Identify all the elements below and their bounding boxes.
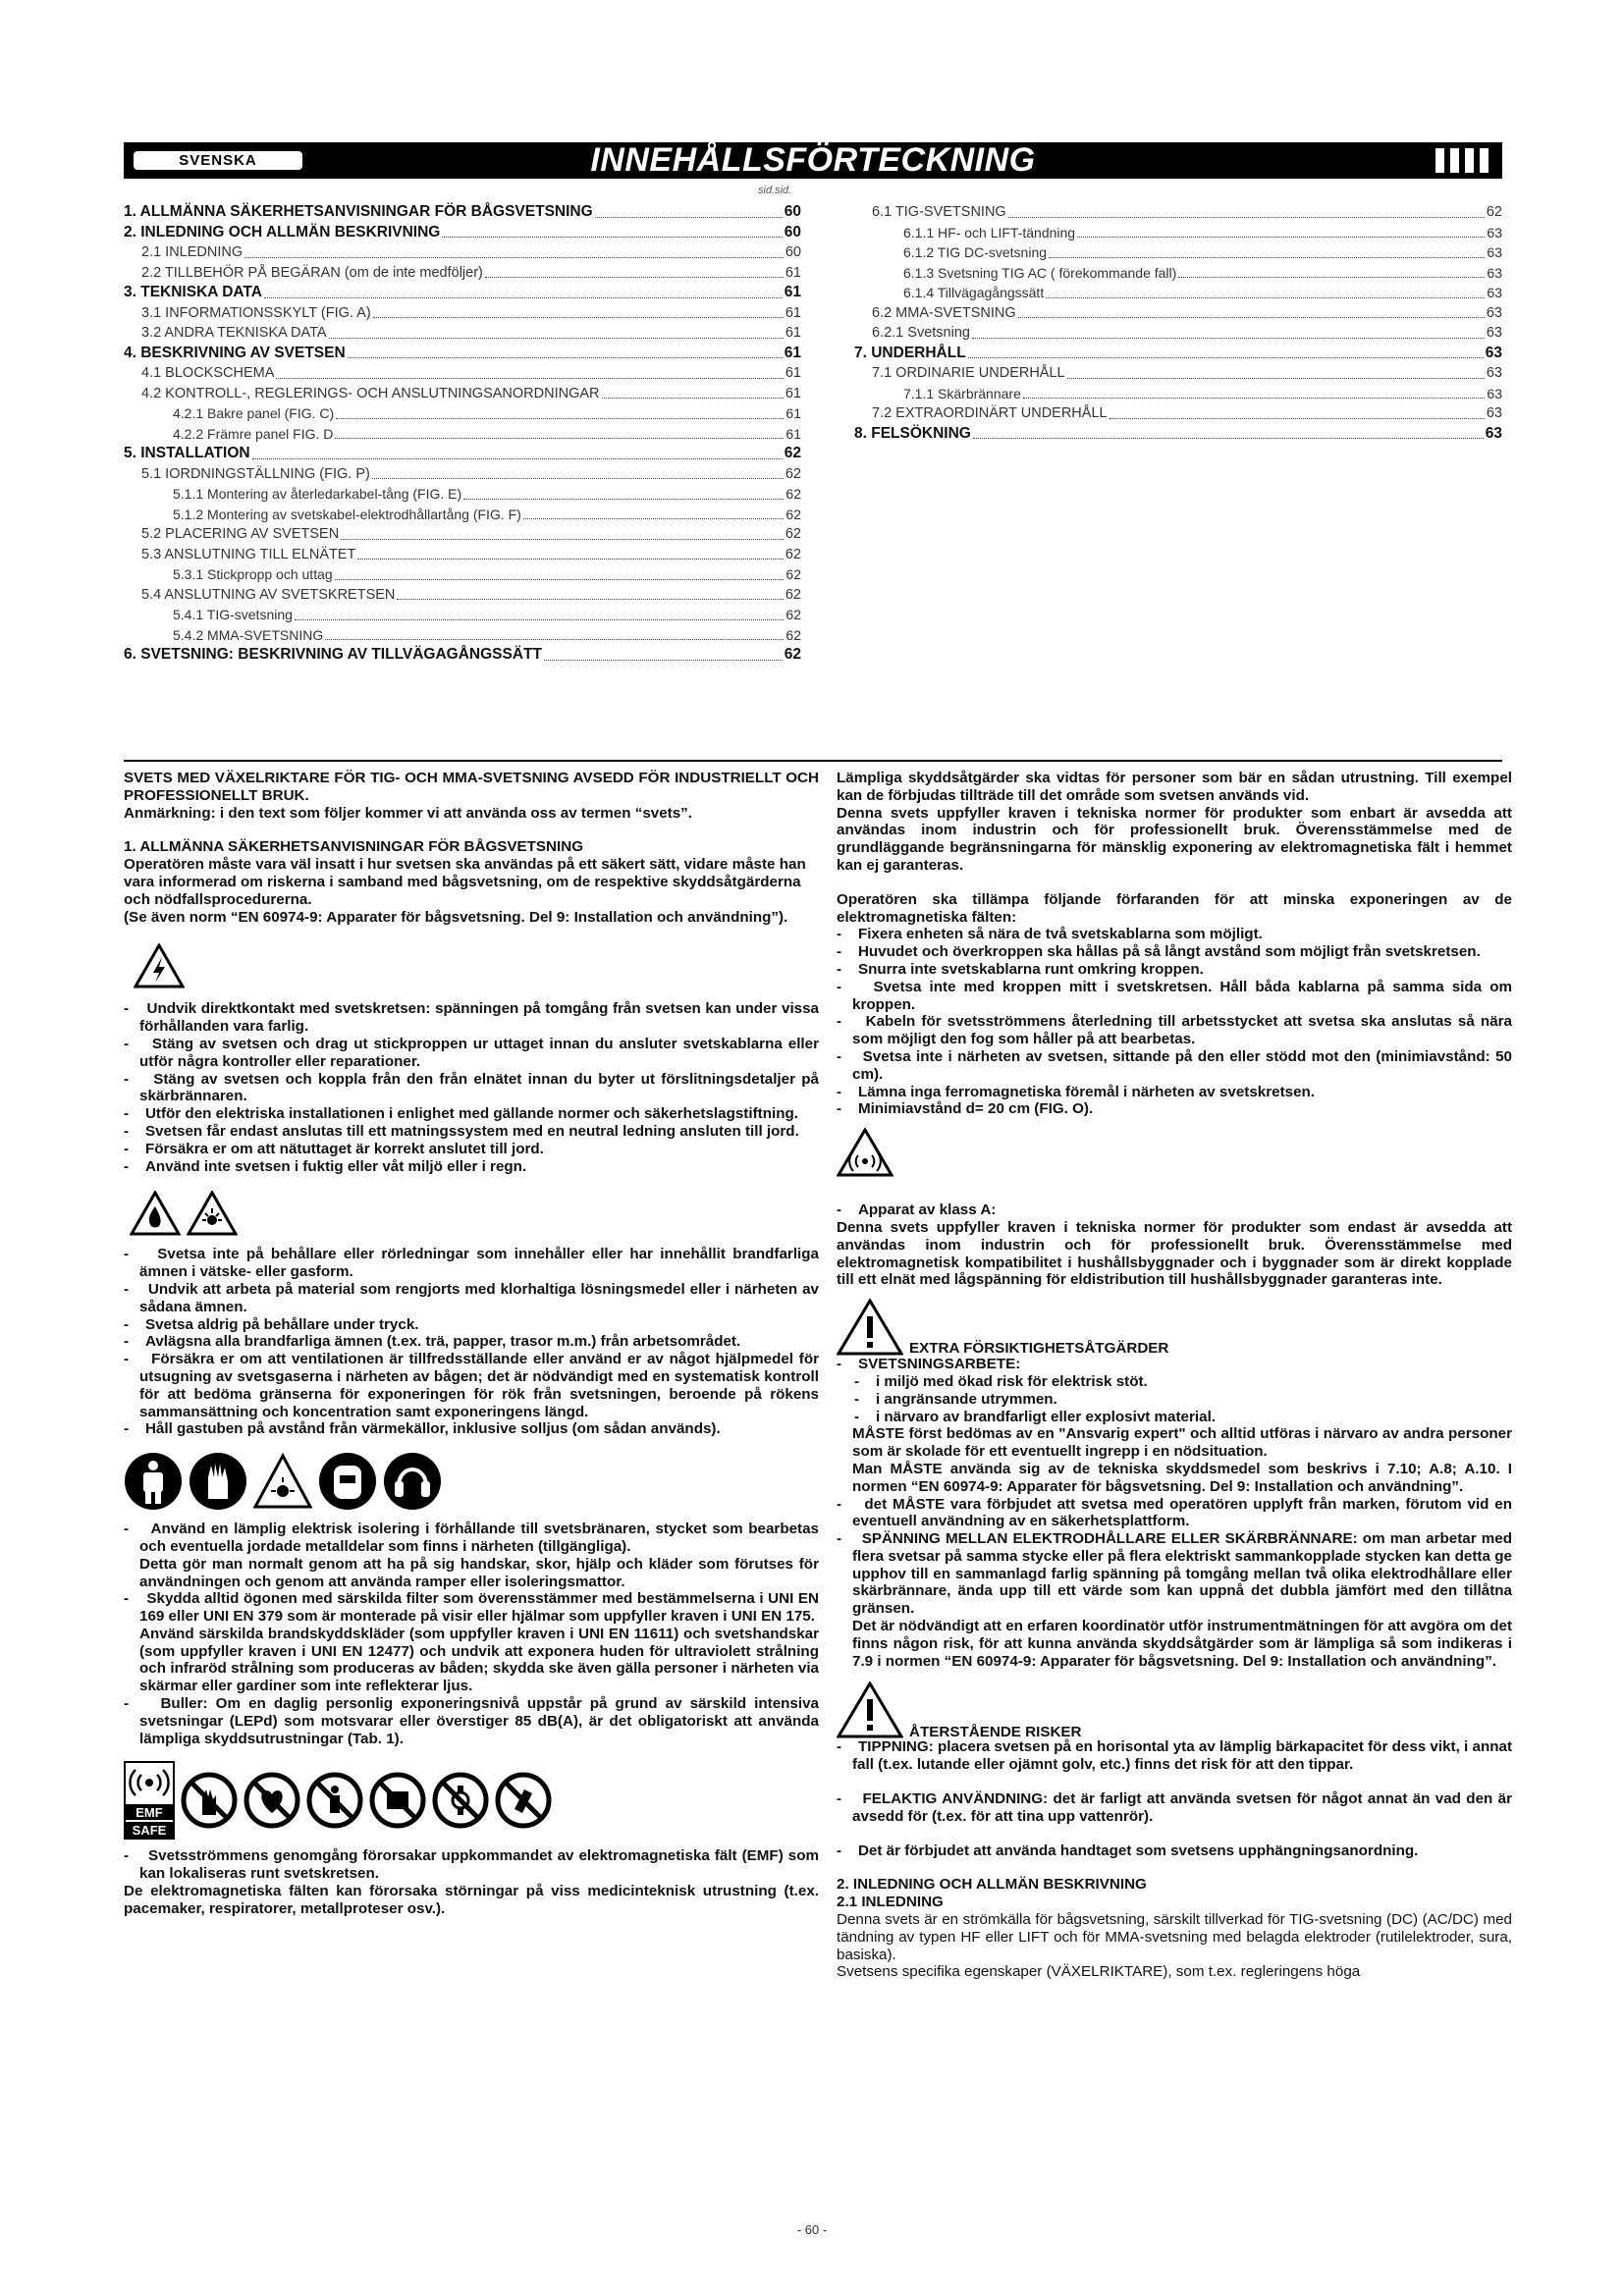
- section-1-norm: (Se även norm “EN 60974-9: Apparater för bågsvetsning. Del 9: Installation och användning”).: [124, 908, 788, 926]
- ppe-paragraph-2: - Skydda alltid ögonen med särskilda filter som överensstämmer med bestämmelserna i UNI EN 169 eller UNI EN 379 som är monterade på visir eller hjälmar som uppfyller kraven i UNI EN 175.: [124, 1590, 819, 1626]
- toc-entry-page: 61: [785, 365, 801, 381]
- toc-entry: [124, 645, 801, 666]
- toc-leader: [463, 484, 784, 500]
- toc-entry-page: 63: [1486, 325, 1502, 341]
- toc-entry-page: 61: [784, 344, 801, 361]
- emf-compliance-paragraph: Denna svets uppfyller kraven i tekniska normer för produkter som enbart är avsedda att användas inom industrin och för professionellt bruk. Överensstämmelse med de grundläggande begränsningarna för mänsklig exponering av elektromagnetiska fält i hemmet kan ej garanteras.: [837, 804, 1512, 874]
- toc-entry-page: 61: [785, 405, 801, 421]
- toc-entry-title: 5.4.1 TIG-svetsning: [173, 607, 293, 622]
- toc-entry: [124, 363, 801, 384]
- toc-entry: [124, 505, 801, 525]
- extra-precautions-text-3: Man MÅSTE använda sig av de tekniska skyddsmedel som beskrivs i 7.10; A.8; A.10. I normen “EN 60974-9: Apparater för bågsvetsning. Del 9: Installation och användning”.: [852, 1460, 1512, 1495]
- toc-entry-title: 5. INSTALLATION: [124, 445, 250, 461]
- toc-entry-title: 2.1 INLEDNING: [141, 244, 244, 260]
- toc-leader: [252, 444, 783, 459]
- toc-entry-page: 62: [785, 526, 801, 542]
- toc-leader: [973, 424, 1484, 440]
- toc-leader: [372, 464, 784, 480]
- section-1-text: Operatören måste vara väl insatt i hur svetsen ska användas på ett säkert sätt, vidare måste han vara informerad om riskerna i samband med bågsvetsning, om de respektive skyddsåtgärderna och nödfallsprocedurerna.: [124, 856, 806, 908]
- toc-entry-title: 5.2 PLACERING AV SVETSEN: [141, 526, 340, 542]
- residual-risk-warning-icon: [837, 1682, 903, 1738]
- toc-leader: [325, 625, 784, 641]
- toc-leader: [329, 323, 784, 339]
- toc-entry-page: 61: [785, 425, 801, 442]
- toc-entry-page: 63: [1487, 285, 1502, 300]
- toc-entry-title: 6.1.3 Svetsning TIG AC ( förekommande fall): [903, 264, 1177, 281]
- toc-entry-page: 63: [1486, 365, 1502, 381]
- toc-entry-page: 63: [1487, 224, 1502, 240]
- emf-procedure-item: - Kabeln för svetsströmmens återledning till arbetsstycket att svetsa ska anslutas så nära som möjligt den fog som håller på att bearbetas.: [837, 1013, 1513, 1048]
- section-2-title: 2. INLEDNING OCH ALLMÄN BESKRIVNING: [837, 1876, 1147, 1894]
- toc-entry-title: 5.4 ANSLUTNING AV SVETSKRETSEN: [141, 586, 396, 603]
- toc-leader: [1049, 242, 1485, 258]
- extra-precautions-subitem: - i miljö med ökad risk för elektrisk stöt.: [854, 1372, 1148, 1390]
- language-label: SVENSKA: [134, 151, 302, 170]
- toc-entry-title: 4.1 BLOCKSCHEMA: [141, 365, 275, 381]
- fire-safety-list: [124, 1246, 819, 1438]
- toc-entry: [124, 223, 801, 243]
- toc-leader: [357, 545, 783, 561]
- toc-entry-page: 61: [785, 325, 801, 341]
- electric-safety-item: - Försäkra er om att nätuttaget är korrekt anslutet till jord.: [124, 1140, 544, 1157]
- toc-leader: [336, 403, 784, 419]
- toc-leader: [442, 223, 782, 239]
- toc-entry-page: 62: [785, 546, 801, 562]
- toc-leader: [335, 424, 784, 440]
- residual-risk-tipping: - TIPPNING: placera svetsen på en horisontal yta av lämplig bärkapacitet för dess vikt, i annat fall (t.ex. lutande eller ojämnt golv, etc.) finns det risk för att den tippar.: [837, 1738, 1513, 1774]
- toc-entry: [124, 585, 801, 606]
- toc-entry-title: 6.2 MMA-SVETSNING: [872, 304, 1016, 321]
- toc-entry: [124, 384, 801, 404]
- toc-entry-page: 61: [785, 264, 801, 281]
- toc-entry: [854, 242, 1502, 263]
- toc-entry-title: 4.2 KONTROLL-, REGLERINGS- OCH ANSLUTNINGSANORDNINGAR: [141, 385, 600, 401]
- section-divider: [124, 760, 1502, 762]
- extra-precautions-text-6: Det är nödvändigt att en erfaren koordinatör utför instrumentmätningen för att avgöra om det finns någon risk, för att kunna använda skyddsåtgärder som är lämpliga så som indikeras i 7.9 i normen “EN 60974-9: Apparater för bågsvetsning. Del 9: Installation och användning”.: [852, 1618, 1512, 1670]
- toc-entry: [124, 444, 801, 464]
- left-text-column: [124, 770, 819, 1918]
- arc-radiation-warning-icon: [253, 1452, 312, 1511]
- emf-procedure-item: - Huvudet och överkroppen ska hållas på så långt avstånd som möjligt från svetskretsen.: [837, 943, 1481, 961]
- toc-entry-title: 4.2.1 Bakre panel (FIG. C): [173, 405, 335, 421]
- toc-entry-title: 2. INLEDNING OCH ALLMÄN BESKRIVNING: [124, 223, 441, 240]
- ppe-paragraph-1: - Använd en lämplig elektrisk isolering i förhållande till svetsbränaren, stycket som bearbetas och eventuella jordade metalldelar som finns i närheten (tillgängliga).: [124, 1521, 820, 1555]
- toc-leader: [348, 344, 783, 359]
- toc-entry-page: 62: [785, 566, 801, 582]
- toc-entry: [854, 202, 1502, 223]
- intro-heading: SVETS MED VÄXELRIKTARE FÖR TIG- OCH MMA-SVETSNING AVSEDD FÖR INDUSTRIELLT OCH PROFESSIONELLT BRUK.: [124, 770, 819, 804]
- explosion-hazard-warning-icon: [187, 1191, 238, 1236]
- fire-hazard-warning-icon: [130, 1191, 181, 1236]
- ppe-paragraph-2b: Använd särskilda brandskyddskläder (som uppfyller kraven i UNI EN 11611) och svetshandskar (som uppfyller kraven i UNI EN 12477) och undvik att exponera huden för ultraviolett strålning och infraröd strålning som produceras av båden; skydda ske även gälla personer i närheten via skärmar eller gardiner som inte reflekterar ljus.: [139, 1625, 819, 1695]
- residual-risks-header: [837, 1682, 1512, 1738]
- toc-entry-title: 5.3 ANSLUTNING TILL ELNÄTET: [141, 546, 356, 562]
- section-2-1-title: 2.1 INLEDNING: [837, 1894, 944, 1911]
- toc-entry-title: 8. FELSÖKNING: [854, 424, 971, 442]
- page-number: - 60 -: [796, 2222, 828, 2237]
- electric-safety-list: [124, 1000, 819, 1175]
- toc-entry: [854, 323, 1502, 344]
- toc-entry: [124, 484, 801, 505]
- toc-entry-title: 3. TEKNISKA DATA: [124, 284, 262, 300]
- emf-paragraph-2: De elektromagnetiska fälten kan förorsaka störningar på viss medicinteknisk utrustning (t.ex. pacemaker, respiratorer, metallproteser osv.).: [124, 1883, 819, 1917]
- toc-entry-page: 63: [1487, 244, 1502, 260]
- toc-entry: [854, 263, 1502, 284]
- no-watch-prohibition-icon: [432, 1772, 489, 1829]
- toc-left-column: [124, 202, 801, 666]
- toc-entry: [854, 303, 1502, 324]
- toc-entry-page: 63: [1485, 424, 1502, 442]
- page-title: INNEHÅLLSFÖRTECKNING: [590, 141, 1036, 179]
- fire-safety-item: - Försäkra er om att ventilationen är tillfredsställande eller använd er av något hjälpmedel för utsugning av svetsgaserna i närheten av bågen; det är nödvändigt med en systematisk kontroll för att bedöma gränserna för exponeringen för rök från svetsningen, beroende på rökens sammansättning och koncentration samt exponeringens längd.: [124, 1351, 820, 1420]
- toc-leader: [397, 585, 783, 601]
- toc-leader: [523, 505, 785, 520]
- fire-safety-item: - Svetsa aldrig på behållare under tryck.: [124, 1315, 419, 1333]
- toc-entry-page: 62: [1486, 204, 1502, 220]
- header-bars-decoration: [1430, 148, 1489, 173]
- emf-procedure-item: - Snurra inte svetskablarna runt omkring kroppen.: [837, 960, 1204, 978]
- toc-entry-title: 7.1.1 Skärbrännare: [903, 385, 1021, 401]
- residual-risk-misuse: - FELAKTIG ANVÄNDNING: det är farligt att använda svetsen för något annat än vad den är avsedd för (t.ex. för att tina upp vattenrör).: [837, 1790, 1512, 1825]
- gloves-icon: [189, 1452, 247, 1511]
- toc-entry-title: 5.1 IORDNINGSTÄLLNING (FIG. P): [141, 465, 370, 482]
- extra-precautions-subitem: - i angränsande utrymmen.: [854, 1390, 1057, 1408]
- toc-leader: [972, 323, 1485, 339]
- toc-entry-page: 62: [785, 486, 801, 502]
- emf-procedure-item: - Lämna inga ferromagnetiska föremål i närheten av svetskretsen.: [837, 1083, 1316, 1100]
- toc-entry: [124, 545, 801, 565]
- toc-entry-page: 62: [785, 465, 801, 482]
- extra-precautions-item-5: - SPÄNNING MELLAN ELEKTRODHÅLLARE ELLER SKÄRBRÄNNARE: om man arbetar med flera svetsar på samma stycke eller på flera elektriskt sammankopplade stycken kan detta ge upphov till en sammanlagd farlig spänning på tomgång mellan två olika elektrodhållare eller skärbrännare, ända upp till ett värde som kan uppnå det dubbla jämfört med den tillåtna gränsen.: [837, 1530, 1513, 1618]
- right-text-column: [837, 770, 1512, 1981]
- toc-entry-title: 7. UNDERHÅLL: [854, 344, 966, 361]
- toc-leader: [1046, 283, 1485, 298]
- toc-entry: [124, 564, 801, 585]
- toc-entry-page: 63: [1487, 264, 1502, 281]
- emf-badge-text: EMF: [135, 1805, 163, 1821]
- toc-entry-page: 60: [784, 203, 801, 220]
- extra-precautions-text-2: MÅSTE först bedömas av en "Ansvarig expert" och alltid utföras i närvaro av andra personer som är skolade för ett eventuellt ingrepp i en nödsituation.: [852, 1425, 1512, 1461]
- toc-leader: [1008, 202, 1485, 218]
- toc-entry-page: 62: [784, 445, 801, 461]
- extra-precautions-subitem: - i närvaro av brandfarligt eller explosivt material.: [854, 1408, 1217, 1425]
- toc-entry-page: 62: [785, 626, 801, 643]
- fire-safety-item: - Avlägsna alla brandfarliga ämnen (t.ex. trä, papper, trasor m.m.) från arbetsområdet.: [124, 1333, 741, 1351]
- toc-entry: [124, 625, 801, 646]
- extra-precautions-header: [837, 1299, 1512, 1356]
- emf-procedure-item: - Minimiavstånd d= 20 cm (FIG. O).: [837, 1100, 1094, 1118]
- electric-safety-item: - Undvik direktkontakt med svetskretsen: spänningen på tomgång från svetsen kan under vissa förhållanden vara farlig.: [124, 1000, 819, 1036]
- toc-entry: [854, 424, 1502, 445]
- toc-leader: [1023, 384, 1486, 400]
- toc-leader: [264, 283, 783, 298]
- toc-entry-page: 63: [1487, 385, 1502, 401]
- page-column-label: sid.sid.: [758, 185, 792, 196]
- toc-entry: [124, 242, 801, 263]
- toc-leader: [335, 564, 785, 580]
- toc-entry-title: 5.1.2 Montering av svetskabel-elektrodhållartång (FIG. F): [173, 506, 521, 522]
- toc-leader: [544, 645, 783, 661]
- toc-entry-page: 63: [1486, 405, 1502, 421]
- electric-safety-item: - Använd inte svetsen i fuktig eller våt miljö eller i regn.: [124, 1157, 527, 1175]
- toc-right-column: [854, 202, 1502, 444]
- toc-leader: [1178, 263, 1485, 279]
- toc-leader: [968, 344, 1484, 359]
- fire-safety-item: - Undvik att arbeta på material som rengjorts med klorhaltiga lösningsmedel eller i närheten av sådana ämnen.: [124, 1280, 820, 1315]
- section-2-1-text-continued: Svetsens specifika egenskaper (VÄXELRIKTARE), som t.ex. regleringens höga: [837, 1963, 1361, 1981]
- section-2-1-text: Denna svets är en strömkälla för bågsvetsning, särskilt tillverkad för TIG-svetsning (DC) (AC/DC) med tändning av typen HF eller LIFT och för MMA-svetsning med belagda elektroder (rutilelektroder, sura, basiska).: [837, 1911, 1512, 1963]
- toc-entry: [124, 283, 801, 303]
- toc-leader: [1110, 403, 1485, 419]
- toc-entry-page: 60: [785, 244, 801, 260]
- electromagnetic-field-warning-icon: [837, 1128, 893, 1177]
- toc-leader: [341, 524, 784, 540]
- residual-risks-title: ÅTERSTÅENDE RISKER: [909, 1723, 1082, 1740]
- emf-paragraph-1: - Svetsströmmens genomgång förorsakar uppkommandet av elektromagnetiska fält (EMF) som kan lokaliseras runt svetskretsen.: [124, 1847, 819, 1883]
- toc-entry: [124, 403, 801, 424]
- toc-entry-title: 4.2.2 Främre panel FIG. D: [173, 425, 334, 442]
- toc-entry: [124, 524, 801, 545]
- toc-entry: [854, 403, 1502, 424]
- toc-entry: [124, 424, 801, 445]
- toc-entry-title: 6.1 TIG-SVETSNING: [872, 204, 1006, 220]
- toc-entry: [124, 464, 801, 485]
- toc-leader: [602, 384, 784, 400]
- safe-badge-text: SAFE: [132, 1823, 167, 1839]
- toc-entry-page: 62: [785, 586, 801, 603]
- toc-entry-page: 61: [785, 385, 801, 401]
- toc-entry-page: 61: [784, 284, 801, 300]
- emf-icon-row: [124, 1761, 819, 1840]
- no-metal-objects-prohibition-icon: [495, 1772, 552, 1829]
- emf-measures-paragraph: Lämpliga skyddsåtgärder ska vidtas för personer som bär en sådan utrustning. Till exempel kan de förbjudas tillträde till det område som svetsen används vid.: [837, 770, 1512, 804]
- residual-risk-handle: - Det är förbjudet att använda handtaget som svetsens upphängningsanordning.: [837, 1842, 1419, 1859]
- emf-procedure-item: - Svetsa inte i närheten av svetsen, sittande på den eller stödd mot den (minimiavstånd: 50 cm).: [837, 1047, 1513, 1083]
- welding-mask-icon: [318, 1452, 377, 1511]
- emf-procedures-list: [837, 926, 1512, 1118]
- ppe-paragraph-3: - Buller: Om en daglig personlig exponeringsnivå uppstår på grund av särskild intensiva svetsningar (LEPd) som motsvarar eller överstiger 85 dB(A), är det obligatoriskt att använda lämpliga skyddsutrustningar (Tab. 1).: [124, 1695, 819, 1747]
- class-a-text: Denna svets uppfyller kraven i tekniska normer för produkter som endast är avsedda att användas inom industrin och för professionellt bruk. Överensstämmelse med elektromagnetisk kompatibilitet i hushållsbyggnader och i byggnader som är direkt kopplade till ett elnät med lågspänning för eldistribution till hushållsbyggnader garanteras inte.: [837, 1218, 1512, 1289]
- toc-leader: [1077, 223, 1485, 239]
- electric-safety-item: - Stäng av svetsen och koppla från den från elnätet innan du byter ut förslitningsdetaljer på skärbrännaren.: [124, 1070, 819, 1105]
- electric-safety-item: - Stäng av svetsen och drag ut stickproppen ur uttaget innan du ansluter svetskablarna eller utför några kontroller eller reparationer.: [124, 1035, 820, 1070]
- no-metal-implant-prohibition-icon: [306, 1772, 363, 1829]
- toc-entry-title: 1. ALLMÄNNA SÄKERHETSANVISNINGAR FÖR BÅGSVETSNING: [124, 203, 593, 220]
- toc-entry-title: 6.1.1 HF- och LIFT-tändning: [903, 224, 1076, 240]
- toc-entry-title: 6. SVETSNING: BESKRIVNING AV TILLVÄGAGÅNGSSÄTT: [124, 646, 542, 663]
- toc-entry-title: 6.2.1 Svetsning: [872, 325, 970, 341]
- toc-entry-page: 60: [784, 223, 801, 240]
- protective-clothing-icon: [124, 1452, 183, 1511]
- no-touch-prohibition-icon: [181, 1772, 238, 1829]
- toc-leader: [485, 263, 784, 279]
- toc-leader: [295, 605, 785, 620]
- toc-leader: [1018, 303, 1485, 319]
- toc-entry-title: 4. BESKRIVNING AV SVETSEN: [124, 344, 346, 361]
- fire-safety-item: - Svetsa inte på behållare eller rörledningar som innehåller eller har innehållit brandfarliga ämnen i vätske- eller gasform.: [124, 1246, 819, 1281]
- extra-precautions-item-4: - det MÅSTE vara förbjudet att svetsa med operatören upplyft från marken, förutom vid en eventuell användning av en säkerhetsplattform.: [837, 1495, 1512, 1530]
- toc-entry: [124, 303, 801, 324]
- emf-safe-badge-icon: [124, 1761, 175, 1840]
- ear-protection-icon: [383, 1452, 442, 1511]
- toc-entry: [854, 384, 1502, 404]
- toc-entry: [124, 344, 801, 364]
- emf-procedure-item: - Fixera enheten så nära de två svetskablarna som möjligt.: [837, 926, 1263, 943]
- title-bar: [124, 142, 1502, 179]
- toc-leader: [373, 303, 784, 319]
- toc-entry: [124, 263, 801, 284]
- no-pacemaker-prohibition-icon: [244, 1772, 300, 1829]
- toc-entry-page: 63: [1486, 304, 1502, 321]
- toc-entry: [854, 223, 1502, 243]
- emf-warning-icon-row: [837, 1128, 1512, 1177]
- toc-entry-title: 6.1.4 Tillvägagångssätt: [903, 285, 1045, 300]
- toc-entry-title: 5.3.1 Stickpropp och uttag: [173, 566, 333, 582]
- toc-entry: [124, 605, 801, 625]
- electric-safety-item: - Utför den elektriska installationen i enlighet med gällande normer och säkerhetslagstiftning.: [124, 1105, 798, 1123]
- fire-safety-item: - Håll gastuben på avstånd från värmekällor, inklusive solljus (om sådan används).: [124, 1420, 721, 1438]
- class-a-title: - Apparat av klass A:: [837, 1201, 997, 1219]
- toc-leader: [595, 202, 783, 218]
- toc-entry-title: 7.2 EXTRAORDINÄRT UNDERHÅLL: [872, 405, 1108, 421]
- ppe-paragraph-1b: Detta gör man normalt genom att ha på sig handskar, skor, hjälp och kläder som förutses för användningen och genom att använda ramper eller isoleringsmattor.: [139, 1555, 819, 1590]
- toc-leader: [276, 363, 783, 379]
- electric-hazard-icon-row: [134, 943, 819, 988]
- toc-leader: [1067, 363, 1485, 379]
- toc-entry: [124, 323, 801, 344]
- ppe-icon-row: [124, 1452, 819, 1511]
- emf-procedure-item: - Svetsa inte med kroppen mitt i svetskretsen. Håll båda kablarna på samma sida om kroppen.: [837, 978, 1513, 1013]
- intro-note: Anmärkning: i den text som följer kommer vi att använda oss av termen “svets”.: [124, 804, 692, 822]
- extra-precautions-sublist: [837, 1373, 1512, 1425]
- no-electronic-device-prohibition-icon: [369, 1772, 426, 1829]
- electric-safety-item: - Svetsen får endast anslutas till ett matningssystem med en neutral ledning ansluten till jord.: [124, 1122, 799, 1140]
- toc-entry: [854, 344, 1502, 364]
- toc-entry-page: 62: [784, 646, 801, 663]
- section-1-title: 1. ALLMÄNNA SÄKERHETSANVISNINGAR FÖR BÅGSVETSNING: [124, 838, 584, 856]
- electric-shock-warning-icon: [134, 943, 185, 988]
- toc-leader: [244, 242, 784, 258]
- emf-procedures-intro: Operatören ska tillämpa följande förfaranden för att minska exponeringen av de elektromagnetiska fälten:: [837, 890, 1512, 926]
- extra-precautions-title: EXTRA FÖRSIKTIGHETSÅTGÄRDER: [909, 1340, 1169, 1358]
- toc-entry: [124, 202, 801, 223]
- toc-entry-page: 61: [785, 304, 801, 321]
- toc-entry-title: 6.1.2 TIG DC-svetsning: [903, 244, 1048, 260]
- toc-entry-title: 7.1 ORDINARIE UNDERHÅLL: [872, 365, 1065, 381]
- fire-hazard-icon-row: [130, 1191, 819, 1236]
- toc-entry-title: 5.1.1 Montering av återledarkabel-tång (FIG. E): [173, 486, 462, 502]
- toc-entry-title: 3.2 ANDRA TEKNISKA DATA: [141, 325, 327, 341]
- extra-precautions-item-1: - SVETSNINGSARBETE:: [837, 1356, 1021, 1373]
- toc-entry: [854, 363, 1502, 384]
- toc-entry-title: 2.2 TILLBEHÖR PÅ BEGÄRAN (om de inte medföljer): [141, 264, 483, 281]
- toc-entry-title: 5.4.2 MMA-SVETSNING: [173, 626, 324, 643]
- toc-entry-page: 62: [785, 607, 801, 622]
- general-warning-icon: [837, 1299, 903, 1356]
- toc-entry-page: 62: [785, 506, 801, 522]
- toc-entry-page: 63: [1485, 344, 1502, 361]
- toc-entry-title: 3.1 INFORMATIONSSKYLT (FIG. A): [141, 304, 371, 321]
- toc-entry: [854, 283, 1502, 303]
